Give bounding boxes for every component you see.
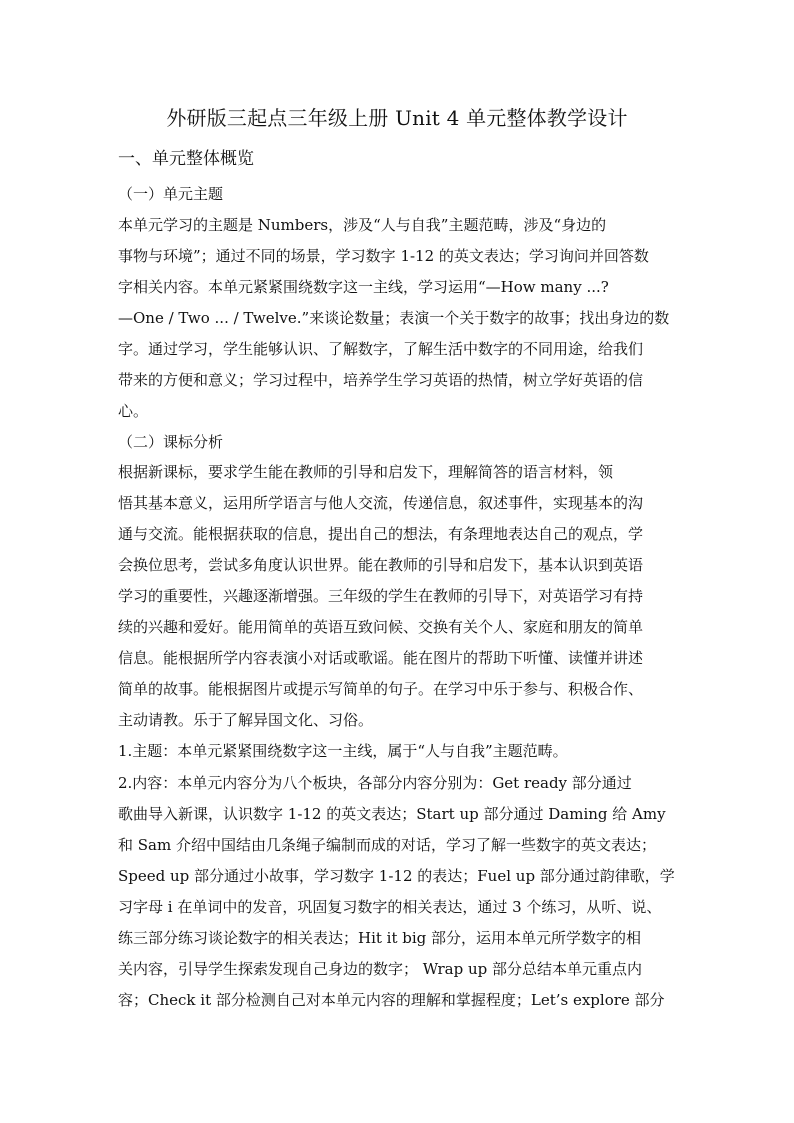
paragraph-line: 本单元学习的主题是 Numbers，涉及“人与自我”主题范畴，涉及“身边的 bbox=[118, 216, 607, 234]
theme-paragraph bbox=[118, 210, 683, 427]
paragraph-line: 关内容，引导学生探索发现自己身边的数字； Wrap up 部分总结本单元重点内 bbox=[118, 960, 643, 978]
paragraph-line: 信息。能根据所学内容表演小对话或歌谣。能在图片的帮助下听懂、读懂并讲述 bbox=[118, 649, 644, 667]
paragraph-line: 心。 bbox=[118, 402, 149, 420]
paragraph-line: 1.主题：本单元紧紧围绕数字这一主线，属于“人与自我”主题范畴。 bbox=[118, 742, 568, 760]
curriculum-paragraph bbox=[118, 457, 683, 736]
paragraph-line: 通与交流。能根据获取的信息，提出自己的想法，有条理地表达自己的观点，学 bbox=[118, 525, 644, 543]
paragraph-line: 续的兴趣和爱好。能用简单的英语互致问候、交换有关个人、家庭和朋友的简单 bbox=[118, 618, 644, 636]
paragraph-line: 根据新课标，要求学生能在教师的引导和启发下，理解简答的语言材料，领 bbox=[118, 463, 614, 481]
subsection-heading-theme: （一）单元主题 bbox=[118, 185, 224, 203]
paragraph-line: 会换位思考，尝试多角度认识世界。能在教师的引导和启发下，基本认识到英语 bbox=[118, 556, 644, 574]
paragraph-line: 歌曲导入新课，认识数字 1-12 的英文表达；Start up 部分通过 Daming 给 Amy bbox=[118, 805, 666, 823]
paragraph-line: —One / Two ... / Twelve.”来谈论数量；表演一个关于数字的故事；找出身边的数 bbox=[118, 309, 670, 327]
paragraph-line: 字。通过学习，学生能够认识、了解数字，了解生活中数字的不同用途，给我们 bbox=[118, 340, 644, 358]
paragraph-line: 练三部分练习谈论数字的相关表达；Hit it big 部分，运用本单元所学数字的相 bbox=[118, 929, 642, 947]
paragraph-line: 2.内容：本单元内容分为八个板块，各部分内容分别为：Get ready 部分通过 bbox=[118, 774, 632, 792]
paragraph-line: 带来的方便和意义；学习过程中，培养学生学习英语的热情，树立学好英语的信 bbox=[118, 371, 644, 389]
content-item-paragraph bbox=[118, 768, 683, 1016]
subsection-heading-curriculum: （二）课标分析 bbox=[118, 433, 224, 451]
paragraph-line: 事物与环境”；通过不同的场景，学习数字 1-12 的英文表达；学习询问并回答数 bbox=[118, 247, 649, 265]
theme-item-paragraph bbox=[118, 736, 683, 767]
paragraph-line: 主动请教。乐于了解异国文化、习俗。 bbox=[118, 711, 374, 729]
paragraph-line: 字相关内容。本单元紧紧围绕数字这一主线，学习运用“—How many ...? bbox=[118, 278, 609, 296]
paragraph-line: 和 Sam 介绍中国结由几条绳子编制而成的对话，学习了解一些数字的英文表达； bbox=[118, 836, 656, 854]
paragraph-line: Speed up 部分通过小故事，学习数字 1-12 的表达；Fuel up 部分通过韵律歌，学 bbox=[118, 867, 675, 885]
paragraph-line: 学习的重要性，兴趣逐渐增强。三年级的学生在教师的引导下，对英语学习有持 bbox=[118, 587, 644, 605]
paragraph-line: 习字母 i 在单词中的发音，巩固复习数字的相关表达，通过 3 个练习，从听、说、 bbox=[118, 898, 662, 916]
document-title: 外研版三起点三年级上册 Unit 4 单元整体教学设计 bbox=[166, 106, 628, 130]
paragraph-line: 容；Check it 部分检测自己对本单元内容的理解和掌握程度；Let’s explore 部分 bbox=[118, 991, 665, 1009]
paragraph-line: 悟其基本意义，运用所学语言与他人交流，传递信息，叙述事件，实现基本的沟 bbox=[118, 494, 644, 512]
section-heading-overview: 一、单元整体概览 bbox=[118, 149, 254, 169]
paragraph-line: 简单的故事。能根据图片或提示写简单的句子。在学习中乐于参与、积极合作、 bbox=[118, 680, 644, 698]
